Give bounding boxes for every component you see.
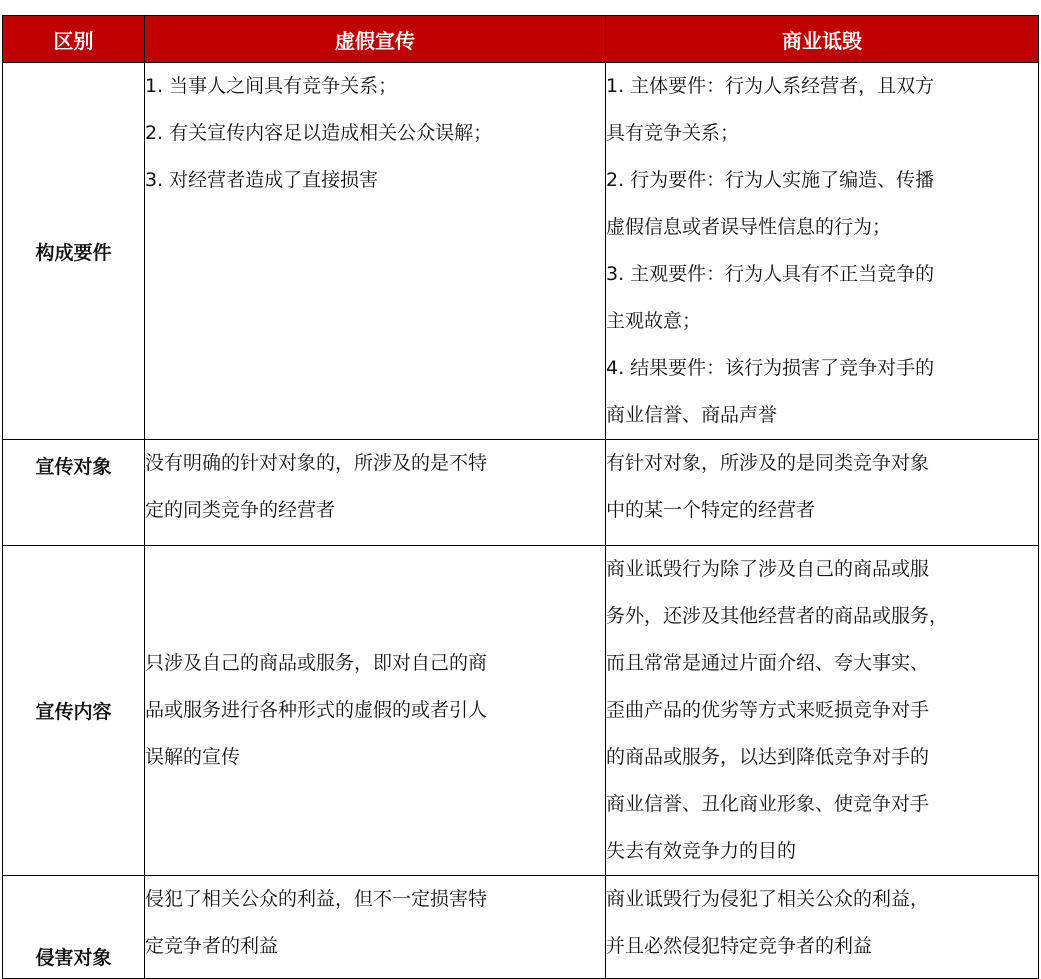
text-line: 有针对对象，所涉及的是同类竞争对象 bbox=[606, 452, 930, 474]
text-line: 侵犯了相关公众的利益，但不一定损害特 bbox=[145, 888, 488, 910]
false-advertising-cell bbox=[145, 63, 606, 440]
row-label: 侵害对象 bbox=[3, 876, 145, 979]
text-line: 而且常常是通过片面介绍、夸大事实、 bbox=[606, 652, 930, 674]
text-line: 商业信誉、商品声誉 bbox=[606, 404, 778, 426]
text-line: 歪曲产品的优劣等方式来贬损竞争对手 bbox=[606, 699, 930, 721]
false-advertising-cell bbox=[145, 440, 606, 546]
text-line: 1. 当事人之间具有竞争关系； bbox=[145, 75, 398, 97]
text-line: 的商品或服务，以达到降低竞争对手的 bbox=[606, 746, 930, 768]
text-line: 务外，还涉及其他经营者的商品或服务， bbox=[606, 605, 949, 627]
text-line: 定竞争者的利益 bbox=[145, 935, 279, 957]
row-label: 宣传内容 bbox=[3, 546, 145, 876]
row-label: 宣传对象 bbox=[3, 440, 145, 546]
text-line: 品或服务进行各种形式的虚假的或者引人 bbox=[145, 699, 488, 721]
commercial-defamation-cell bbox=[606, 876, 1039, 979]
text-line: 只涉及自己的商品或服务，即对自己的商 bbox=[145, 652, 488, 674]
row-content bbox=[3, 546, 1039, 876]
text-line: 2. 有关宣传内容足以造成相关公众误解； bbox=[145, 122, 493, 144]
text-line: 商业诋毁行为除了涉及自己的商品或服 bbox=[606, 558, 930, 580]
row-elements bbox=[3, 63, 1039, 440]
comparison-table bbox=[2, 15, 1039, 979]
header-commercial-defamation: 商业诋毁 bbox=[606, 16, 1039, 63]
text-line: 定的同类竞争的经营者 bbox=[145, 499, 336, 521]
text-line: 4. 结果要件：该行为损害了竞争对手的 bbox=[606, 357, 935, 379]
text-line: 1. 主体要件：行为人系经营者，且双方 bbox=[606, 75, 935, 97]
header-false-advertising: 虚假宣传 bbox=[145, 16, 606, 63]
row-label: 构成要件 bbox=[3, 63, 145, 440]
commercial-defamation-cell bbox=[606, 546, 1039, 876]
text-line: 误解的宣传 bbox=[145, 746, 241, 768]
text-line: 3. 对经营者造成了直接损害 bbox=[145, 169, 379, 191]
text-line: 商业信誉、丑化商业形象、使竞争对手 bbox=[606, 793, 930, 815]
header-row bbox=[3, 16, 1039, 63]
text-line: 具有竞争关系； bbox=[606, 122, 740, 144]
text-line: 没有明确的针对对象的，所涉及的是不特 bbox=[145, 452, 488, 474]
commercial-defamation-cell bbox=[606, 440, 1039, 546]
false-advertising-cell bbox=[145, 546, 606, 876]
text-line: 中的某一个特定的经营者 bbox=[606, 499, 816, 521]
text-line: 主观故意； bbox=[606, 310, 702, 332]
text-line: 3. 主观要件：行为人具有不正当竞争的 bbox=[606, 263, 935, 285]
row-infringed bbox=[3, 876, 1039, 979]
false-advertising-cell bbox=[145, 876, 606, 979]
row-target bbox=[3, 440, 1039, 546]
text-line: 商业诋毁行为侵犯了相关公众的利益， bbox=[606, 888, 930, 910]
text-line: 并且必然侵犯特定竞争者的利益 bbox=[606, 935, 873, 957]
text-line: 失去有效竞争力的目的 bbox=[606, 840, 797, 862]
text-line: 虚假信息或者误导性信息的行为； bbox=[606, 216, 892, 238]
text-line: 2. 行为要件：行为人实施了编造、传播 bbox=[606, 169, 935, 191]
commercial-defamation-cell bbox=[606, 63, 1039, 440]
header-distinction: 区别 bbox=[3, 16, 145, 63]
